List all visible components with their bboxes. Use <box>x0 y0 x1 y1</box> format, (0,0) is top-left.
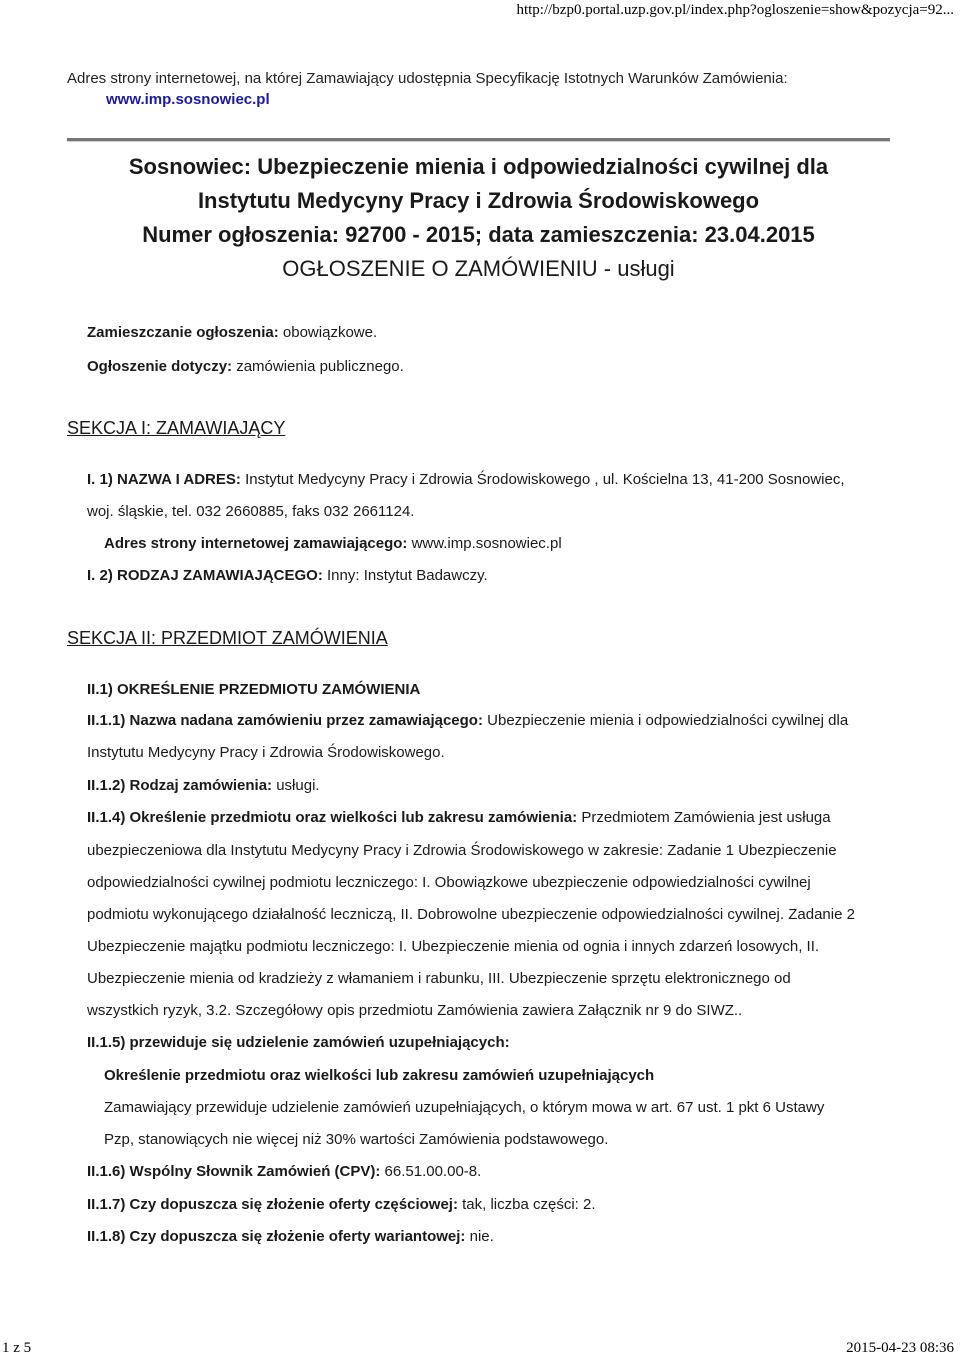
supplementary-row <box>87 1034 510 1051</box>
posting-label: Zamieszczanie ogłoszenia: <box>87 324 279 341</box>
notice-title-line2: Instytutu Medycyny Pracy i Zdrowia Środowiskowego <box>197 188 760 213</box>
contracting-website-row <box>104 535 562 552</box>
variant-offer-row <box>87 1228 494 1245</box>
contracting-website-value[interactable]: www.imp.sosnowiec.pl <box>411 535 562 552</box>
siwz-address-link[interactable]: www.imp.sosnowiec.pl <box>106 91 270 108</box>
order-name-row <box>87 712 848 729</box>
contracting-name-label: I. 1) NAZWA I ADRES: <box>87 471 241 488</box>
description-line: Ubezpieczenie majątku podmiotu leczniczego: I. Ubezpieczenie mienia od ognia i innych zdarzeń losowych, II. <box>87 938 820 955</box>
contracting-type-row <box>87 567 488 584</box>
description-line: ubezpieczeniowa dla Instytutu Medycyny Pracy i Zdrowia Środowiskowego w zakresie: Zadanie 1 Ubezpieczenie <box>87 842 837 859</box>
supplementary-text-line: Pzp, stanowiących nie więcej niż 30% wartości Zamówienia podstawowego. <box>104 1131 609 1148</box>
contracting-type-value: Inny: Instytut Badawczy. <box>327 567 488 584</box>
supplementary-label: II.1.5) przewiduje się udzielenie zamówień uzupełniających: <box>87 1034 510 1051</box>
print-datetime: 2015-04-23 08:36 <box>846 1340 954 1356</box>
contracting-address-row: woj. śląskie, tel. 032 2660885, faks 032 2661124. <box>87 503 415 520</box>
description-label: II.1.4) Określenie przedmiotu oraz wielkości lub zakresu zamówienia: <box>87 809 578 826</box>
description-line: Ubezpieczenie mienia od kradzieży z włamaniem i rabunku, III. Ubezpieczenie sprzętu elektronicznego od <box>87 970 791 987</box>
description-line: odpowiedzialności cywilnej podmiotu leczniczego: I. Obowiązkowe ubezpieczenie odpowiedzialności cywilnej <box>87 874 811 891</box>
page-number: 1 z 5 <box>2 1340 32 1356</box>
subject-subheading-text: II.1) OKREŚLENIE PRZEDMIOTU ZAMÓWIENIA <box>87 681 421 698</box>
cpv-value: 66.51.00.00-8. <box>384 1163 482 1180</box>
concerns-label: Ogłoszenie dotyczy: <box>87 358 233 375</box>
contracting-name-value: Instytut Medycyny Pracy i Zdrowia Środowiskowego , ul. Kościelna 13, 41-200 Sosnowiec, <box>245 471 845 488</box>
supplementary-heading-text: Określenie przedmiotu oraz wielkości lub zakresu zamówień uzupełniających <box>104 1067 655 1084</box>
posting-value: obowiązkowe. <box>282 324 378 341</box>
concerns-value: zamówienia publicznego. <box>236 358 404 375</box>
order-kind-label: II.1.2) Rodzaj zamówienia: <box>87 777 273 794</box>
print-header-url: http://bzp0.portal.uzp.gov.pl/index.php?ogloszenie=show&pozycja=92... <box>516 2 954 18</box>
contracting-website-label: Adres strony internetowej zamawiającego: <box>104 535 408 552</box>
description-line: Przedmiotem Zamówienia jest usługa <box>581 809 831 826</box>
order-kind-value: usługi. <box>276 777 320 794</box>
posting-row <box>87 324 377 341</box>
order-kind-row <box>87 777 320 794</box>
section-2-heading: SEKCJA II: PRZEDMIOT ZAMÓWIENIA <box>67 628 388 648</box>
description-line: wszystkich ryzyk, 3.2. Szczegółowy opis przedmiotu Zamówienia zawiera Załącznik nr 9 do SIWZ.. <box>87 1002 743 1019</box>
description-line: podmiotu wykonującego działalność leczniczą, II. Dobrowolne ubezpieczenie odpowiedzialności cywilnej. Zadanie 2 <box>87 906 855 923</box>
siwz-address-label: Adres strony internetowej, na której Zamawiający udostępnia Specyfikację Istotnych Warunków Zamówienia: <box>67 70 788 87</box>
cpv-label: II.1.6) Wspólny Słownik Zamówień (CPV): <box>87 1163 381 1180</box>
section-1-heading: SEKCJA I: ZAMAWIAJĄCY <box>67 418 286 438</box>
supplementary-heading <box>104 1067 654 1084</box>
horizontal-divider <box>67 138 890 142</box>
contracting-type-label: I. 2) RODZAJ ZAMAWIAJĄCEGO: <box>87 567 323 584</box>
concerns-row <box>87 358 404 375</box>
notice-title-line1: Sosnowiec: Ubezpieczenie mienia i odpowiedzialności cywilnej dla <box>128 154 829 179</box>
cpv-row <box>87 1163 481 1180</box>
order-name-continued: Instytutu Medycyny Pracy i Zdrowia Środowiskowego. <box>87 744 445 761</box>
partial-offer-value: tak, liczba części: 2. <box>462 1196 596 1213</box>
description-row <box>87 809 831 826</box>
variant-offer-label: II.1.8) Czy dopuszcza się złożenie oferty wariantowej: <box>87 1228 466 1245</box>
partial-offer-row <box>87 1196 596 1213</box>
notice-type: OGŁOSZENIE O ZAMÓWIENIU - usługi <box>282 256 675 281</box>
partial-offer-label: II.1.7) Czy dopuszcza się złożenie oferty częściowej: <box>87 1196 458 1213</box>
order-name-label: II.1.1) Nazwa nadana zamówieniu przez zamawiającego: <box>87 712 483 729</box>
subject-subheading <box>87 681 420 698</box>
supplementary-text-line: Zamawiający przewiduje udzielenie zamówień uzupełniających, o którym mowa w art. 67 ust. 1 pkt 6 Ustawy <box>104 1099 825 1116</box>
notice-number-date: Numer ogłoszenia: 92700 - 2015; data zamieszczenia: 23.04.2015 <box>142 222 815 247</box>
variant-offer-value: nie. <box>469 1228 494 1245</box>
contracting-name-row <box>87 471 845 488</box>
order-name-value: Ubezpieczenie mienia i odpowiedzialności cywilnej dla <box>487 712 849 729</box>
